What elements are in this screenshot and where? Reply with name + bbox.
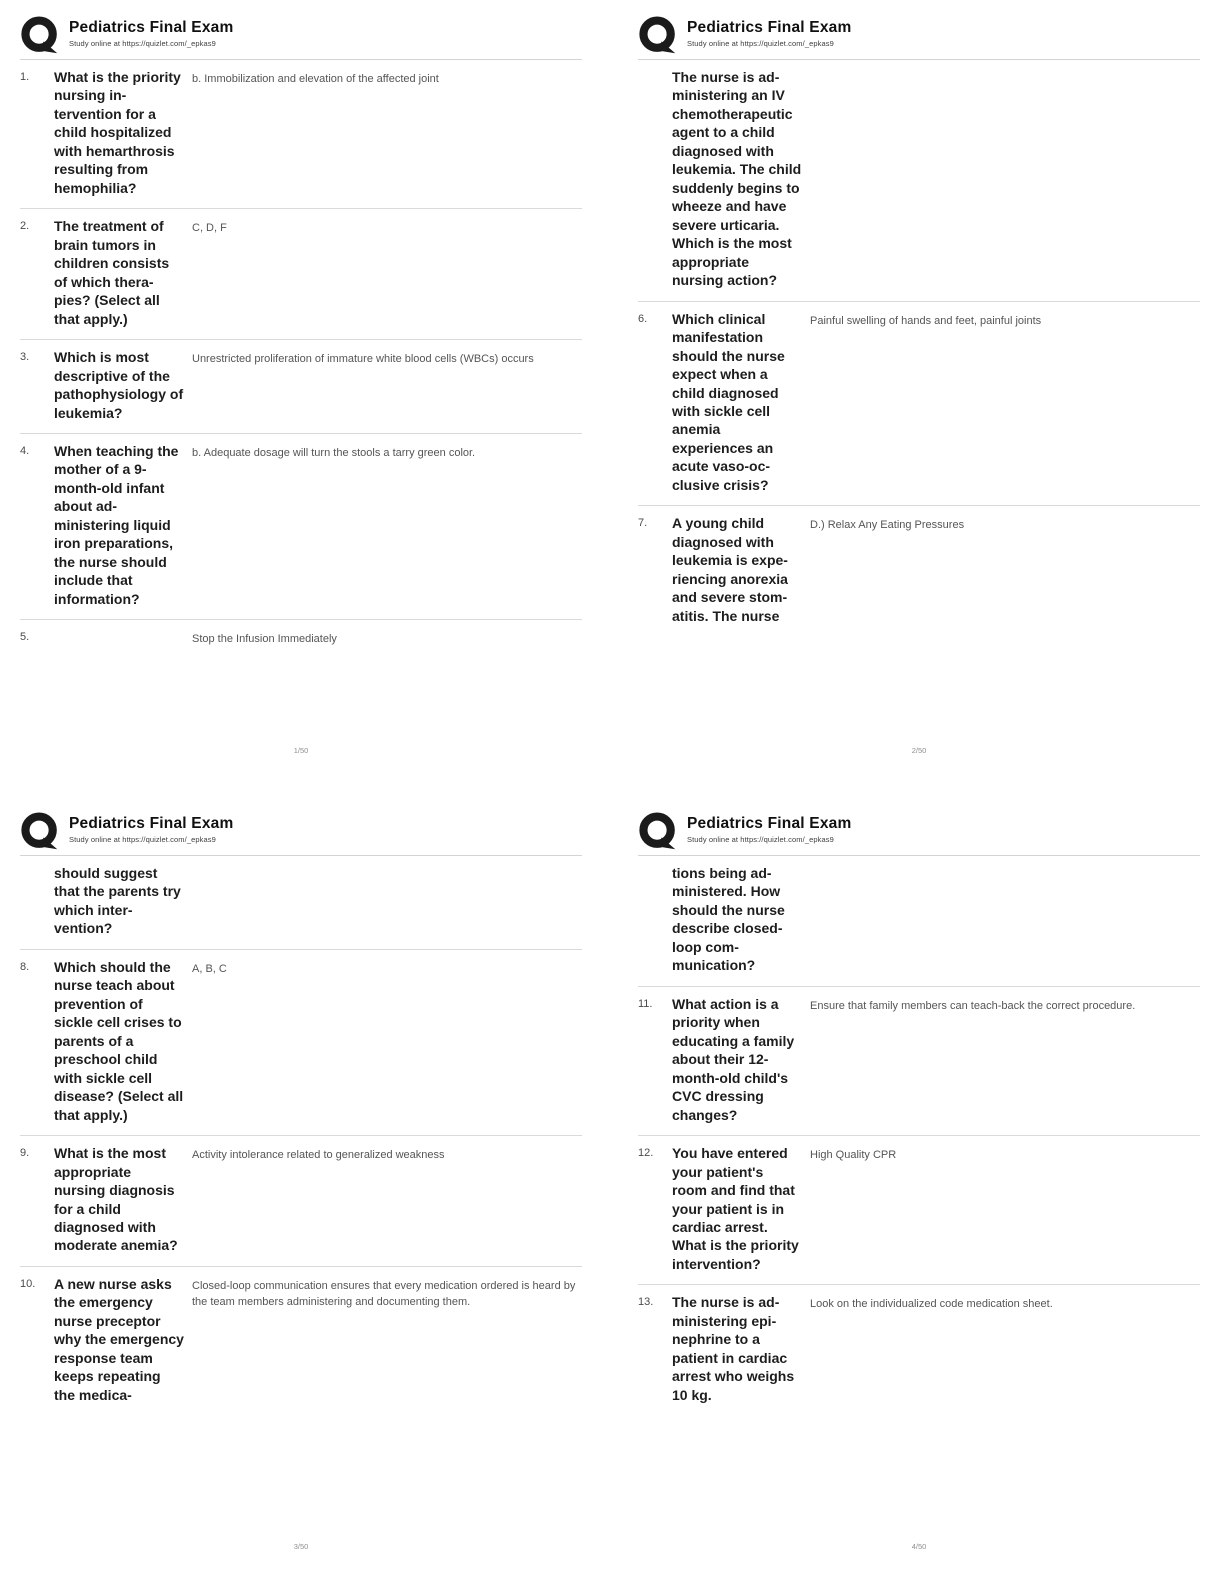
page-3 bbox=[20, 812, 582, 1557]
page-header bbox=[20, 812, 582, 856]
question-number: 2. bbox=[20, 220, 30, 233]
study-url: Study online at https://quizlet.com/_epkas9 bbox=[687, 39, 834, 48]
question-number: 13. bbox=[638, 1296, 654, 1309]
answer-text bbox=[810, 864, 1200, 975]
qa-row bbox=[20, 339, 582, 433]
question-text bbox=[54, 628, 184, 648]
quizlet-logo-icon bbox=[20, 16, 60, 56]
qa-list bbox=[638, 60, 1200, 636]
question-number: 12. bbox=[638, 1147, 654, 1160]
question-number: 6. bbox=[638, 312, 648, 325]
qa-row bbox=[20, 60, 582, 208]
qa-list bbox=[20, 856, 582, 1415]
qa-row bbox=[20, 208, 582, 339]
question-number: 8. bbox=[20, 960, 30, 973]
deck-title: Pediatrics Final Exam bbox=[687, 815, 852, 832]
question-text: tions being administered. How should the nurse describe closed-loop communication? bbox=[672, 865, 785, 974]
answer-text: A, B, C bbox=[192, 962, 227, 975]
question-text: What is the most appropriate nursing diagnosis for a child diagnosed with moderate anemia? bbox=[54, 1145, 178, 1254]
question-number: 7. bbox=[638, 517, 648, 530]
answer-text: High Quality CPR bbox=[810, 1149, 897, 1162]
deck-title: Pediatrics Final Exam bbox=[69, 19, 234, 36]
answer-text: C, D, F bbox=[192, 222, 227, 235]
answer-text: Look on the individualized code medication sheet. bbox=[810, 1298, 1053, 1311]
quizlet-logo-icon bbox=[638, 16, 678, 56]
question-text: What action is a priority when educating a family about their 12-month-old child's CVC dressing changes? bbox=[672, 995, 795, 1123]
study-url: Study online at https://quizlet.com/_epkas9 bbox=[69, 39, 216, 48]
qa-row bbox=[20, 949, 582, 1135]
question-text: Which is most descriptive of the pathophysiology of leukemia? bbox=[54, 349, 184, 421]
qa-row-continuation bbox=[20, 856, 582, 949]
question-text: What is the priority nursing intervention for a child hospitalized with hemarthrosis resulting from hemophilia? bbox=[54, 69, 181, 196]
qa-row-continuation bbox=[638, 60, 1200, 301]
question-number bbox=[638, 68, 672, 290]
answer-text: D.) Relax Any Eating Pressures bbox=[810, 519, 965, 532]
question-text: You have entered your patient's room and find that your patient is in cardiac arrest. What is the priority intervention? bbox=[672, 1145, 799, 1272]
question-text: When teaching the mother of a 9-month-old infant about administering liquid iron preparations, the nurse should include that information? bbox=[54, 442, 179, 607]
answer-text: Stop the Infusion Immediately bbox=[192, 633, 337, 646]
qa-row bbox=[638, 301, 1200, 506]
answer-text: Painful swelling of hands and feet, painful joints bbox=[810, 314, 1042, 327]
answer-text bbox=[810, 68, 1200, 290]
qa-row bbox=[20, 1135, 582, 1266]
question-text: The nurse is administering an IV chemotherapeutic agent to a child diagnosed with leukemia. The child suddenly begins to wheeze and have severe urticaria. Which is the most appropriate nursing action? bbox=[672, 69, 802, 289]
deck-title: Pediatrics Final Exam bbox=[687, 19, 852, 36]
deck-title: Pediatrics Final Exam bbox=[69, 815, 234, 832]
page-1 bbox=[20, 16, 582, 761]
question-number: 11. bbox=[638, 997, 653, 1010]
qa-row bbox=[20, 433, 582, 619]
page-number: 1/50 bbox=[293, 746, 309, 755]
qa-row bbox=[20, 1266, 582, 1415]
qa-list bbox=[638, 856, 1200, 1415]
page-number: 2/50 bbox=[911, 746, 927, 755]
question-number: 10. bbox=[20, 1277, 36, 1290]
question-text: A young child diagnosed with leukemia is experiencing anorexia and severe stomatitis. The nurse bbox=[672, 515, 788, 624]
qa-row bbox=[638, 505, 1200, 636]
quizlet-logo-icon bbox=[20, 812, 60, 852]
answer-text: Unrestricted proliferation of immature white blood cells (WBCs) occurs bbox=[192, 353, 534, 366]
answer-text: Activity intolerance related to generalized weakness bbox=[192, 1149, 445, 1162]
study-url: Study online at https://quizlet.com/_epkas9 bbox=[687, 835, 834, 844]
question-number bbox=[638, 864, 672, 975]
question-number: 3. bbox=[20, 351, 30, 364]
question-number: 5. bbox=[20, 631, 30, 644]
page-number: 3/50 bbox=[293, 1542, 309, 1551]
answer-text: Closed-loop communication ensures that every medication ordered is heard by the team members administering and documenting them. bbox=[192, 1279, 576, 1309]
page-header bbox=[638, 812, 1200, 856]
question-number: 4. bbox=[20, 444, 30, 457]
qa-row bbox=[638, 1135, 1200, 1284]
qa-list bbox=[20, 60, 582, 659]
question-text: The treatment of brain tumors in children consists of which therapies? (Select all that apply.) bbox=[54, 218, 170, 327]
question-text: Which clinical manifestation should the nurse expect when a child diagnosed with sickle cell anemia experiences an acute vaso-occlusive crisis? bbox=[672, 310, 785, 493]
answer-text bbox=[192, 864, 582, 938]
answer-text: b. Immobilization and elevation of the affected joint bbox=[192, 73, 439, 85]
study-url: Study online at https://quizlet.com/_epkas9 bbox=[69, 835, 216, 844]
page-2 bbox=[638, 16, 1200, 761]
question-number bbox=[20, 864, 54, 938]
answer-text: b. Adequate dosage will turn the stools a tarry green color. bbox=[192, 446, 476, 459]
qa-row bbox=[20, 619, 582, 659]
question-text: A new nurse asks the emergency nurse preceptor why the emergency response team keeps repeating the medica- bbox=[54, 1275, 184, 1403]
page-header bbox=[638, 16, 1200, 60]
qa-row-continuation bbox=[638, 856, 1200, 986]
question-number: 9. bbox=[20, 1147, 30, 1160]
quizlet-logo-icon bbox=[638, 812, 678, 852]
qa-row bbox=[638, 986, 1200, 1135]
page-header bbox=[20, 16, 582, 60]
question-text: Which should the nurse teach about prevention of sickle cell crises to parents of a preschool child with sickle cell disease? (Select all that apply.) bbox=[54, 958, 184, 1123]
answer-text: Ensure that family members can teach-back the correct procedure. bbox=[810, 999, 1136, 1012]
page-4 bbox=[638, 812, 1200, 1557]
question-text: should suggest that the parents try which intervention? bbox=[54, 865, 181, 937]
question-text: The nurse is administering epinephrine to a patient in cardiac arrest who weighs 10 kg. bbox=[672, 1294, 795, 1403]
page-number: 4/50 bbox=[911, 1542, 927, 1551]
qa-row bbox=[638, 1284, 1200, 1415]
question-number: 1. bbox=[20, 71, 30, 83]
